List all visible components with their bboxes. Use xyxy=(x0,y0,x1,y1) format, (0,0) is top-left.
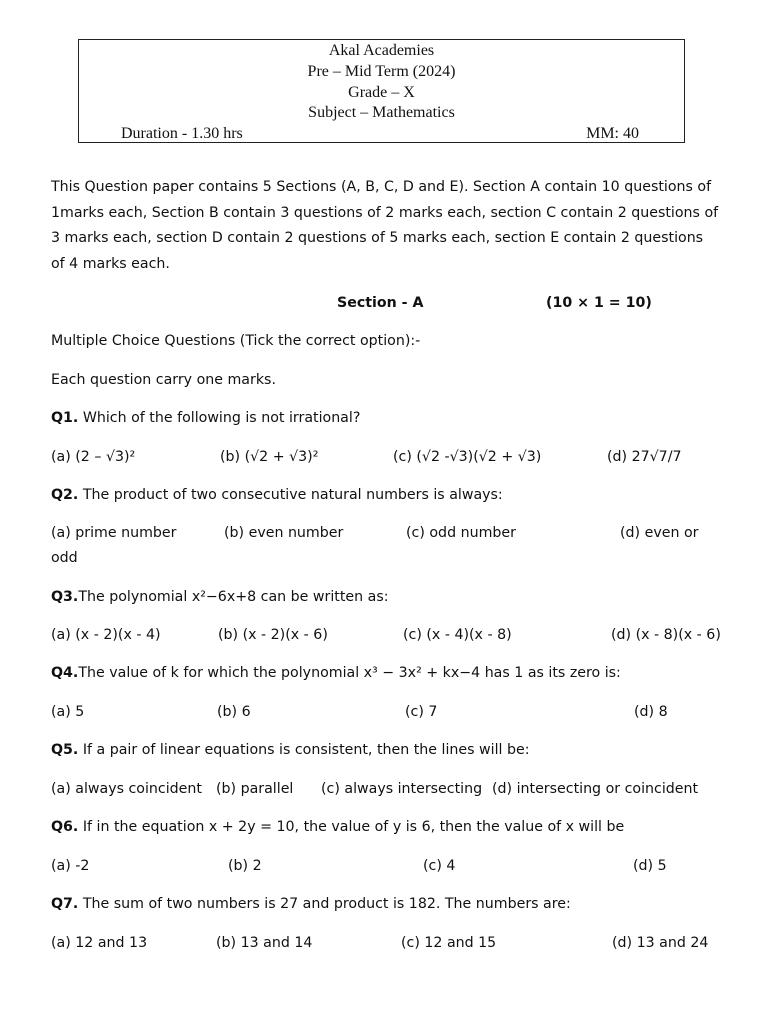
question-number: Q7. xyxy=(51,896,79,912)
section-a-title: Section - A xyxy=(337,295,424,311)
q4-option-c[interactable]: (c) 7 xyxy=(405,704,438,720)
question-text: The polynomial x²−6x+8 can be written as: xyxy=(78,589,389,605)
q2-option-c[interactable]: (c) odd number xyxy=(406,525,516,541)
question-1 xyxy=(51,405,360,431)
question-text: Which of the following is not irrational? xyxy=(78,410,361,426)
exam-name: Pre – Mid Term (2024) xyxy=(307,63,456,80)
question-number: Q4. xyxy=(51,665,79,681)
q1-option-b[interactable]: (b) (√2 + √3)² xyxy=(220,449,319,465)
q2-option-b[interactable]: (b) even number xyxy=(224,525,344,541)
q5-option-b[interactable]: (b) parallel xyxy=(216,781,294,797)
question-7 xyxy=(51,891,571,917)
school-name: Akal Academies xyxy=(328,42,435,59)
q2-option-d[interactable]: (d) even or xyxy=(620,525,699,541)
q3-option-a[interactable]: (a) (x - 2)(x - 4) xyxy=(51,627,161,643)
q2-option-a[interactable]: (a) prime number xyxy=(51,525,177,541)
question-text: The product of two consecutive natural numbers is always: xyxy=(78,487,503,503)
intro-line: This Question paper contains 5 Sections (A, B, C, D and E). Section A contain 10 questions of xyxy=(51,179,712,195)
subject: Subject – Mathematics xyxy=(308,104,455,121)
q5-option-a[interactable]: (a) always coincident xyxy=(51,781,202,797)
marks-note: Each question carry one marks. xyxy=(51,372,276,388)
q3-option-c[interactable]: (c) (x - 4)(x - 8) xyxy=(403,627,512,643)
q4-option-a[interactable]: (a) 5 xyxy=(51,704,85,720)
instructions-paragraph xyxy=(51,175,721,277)
question-text: The sum of two numbers is 27 and product is 182. The numbers are: xyxy=(78,896,571,912)
q5-option-c[interactable]: (c) always intersecting xyxy=(321,781,483,797)
question-number: Q1. xyxy=(51,410,79,426)
question-6 xyxy=(51,814,624,840)
intro-line: of 4 marks each. xyxy=(51,255,170,272)
q4-option-b[interactable]: (b) 6 xyxy=(217,704,251,720)
duration: Duration - 1.30 hrs xyxy=(121,125,243,142)
q1-option-c[interactable]: (c) (√2 -√3)(√2 + √3) xyxy=(393,449,542,465)
q3-option-d[interactable]: (d) (x - 8)(x - 6) xyxy=(611,627,721,643)
question-2 xyxy=(51,482,503,508)
q6-option-a[interactable]: (a) -2 xyxy=(51,858,90,874)
question-4 xyxy=(51,660,621,686)
q4-option-d[interactable]: (d) 8 xyxy=(634,704,668,720)
exam-header-box xyxy=(78,39,685,143)
q3-option-b[interactable]: (b) (x - 2)(x - 6) xyxy=(218,627,328,643)
section-a-marks: (10 × 1 = 10) xyxy=(546,295,652,311)
question-number: Q3. xyxy=(51,589,79,605)
grade: Grade – X xyxy=(348,84,415,101)
q6-option-c[interactable]: (c) 4 xyxy=(423,858,456,874)
q2-option-d-wrap[interactable]: odd xyxy=(51,550,78,566)
q1-option-d[interactable]: (d) 27√7/7 xyxy=(607,449,682,465)
q7-option-b[interactable]: (b) 13 and 14 xyxy=(216,935,313,951)
q6-option-b[interactable]: (b) 2 xyxy=(228,858,262,874)
question-5 xyxy=(51,737,529,763)
q7-option-d[interactable]: (d) 13 and 24 xyxy=(612,935,709,951)
question-3 xyxy=(51,584,389,610)
question-text: The value of k for which the polynomial x³ − 3x² + kx−4 has 1 as its zero is: xyxy=(78,665,621,681)
question-number: Q2. xyxy=(51,487,79,503)
question-number: Q5. xyxy=(51,742,79,758)
question-number: Q6. xyxy=(51,819,79,835)
q6-option-d[interactable]: (d) 5 xyxy=(633,858,667,874)
max-marks: MM: 40 xyxy=(586,125,639,142)
q1-option-a[interactable]: (a) (2 – √3)² xyxy=(51,449,136,465)
q7-option-a[interactable]: (a) 12 and 13 xyxy=(51,935,148,951)
intro-line: 3 marks each, section D contain 2 questions of 5 marks each, section E contain 2 questions xyxy=(51,230,704,247)
mcq-instruction: Multiple Choice Questions (Tick the correct option):- xyxy=(51,333,421,349)
q5-option-d[interactable]: (d) intersecting or coincident xyxy=(492,781,699,797)
intro-line: 1marks each, Section B contain 3 questions of 2 marks each, section C contain 2 questions of xyxy=(51,204,719,221)
q7-option-c[interactable]: (c) 12 and 15 xyxy=(401,935,497,951)
question-text: If a pair of linear equations is consistent, then the lines will be: xyxy=(78,742,530,758)
question-text: If in the equation x + 2y = 10, the value of y is 6, then the value of x will be xyxy=(78,819,625,835)
